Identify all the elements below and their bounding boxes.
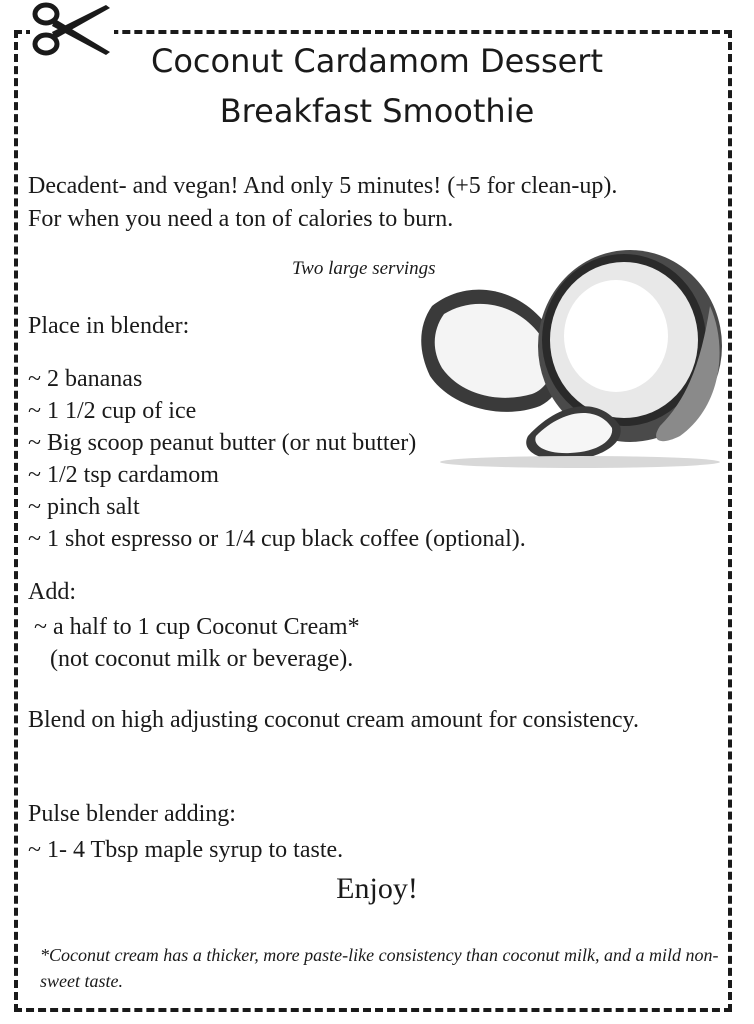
servings-note: Two large servings bbox=[292, 258, 436, 279]
enjoy-closing: Enjoy! bbox=[336, 872, 418, 905]
footnote: *Coconut cream has a thicker, more paste-like consistency than coconut milk, and a mild non-sweet taste. bbox=[40, 945, 719, 991]
recipe-title-line2: Breakfast Smoothie bbox=[219, 92, 535, 130]
step1-item-6: ~ 1 shot espresso or 1/4 cup black coffee (optional). bbox=[28, 526, 526, 552]
step1-item-1: ~ 2 bananas bbox=[28, 366, 143, 392]
step4-heading: Pulse blender adding: bbox=[28, 801, 236, 827]
recipe-title-line1: Coconut Cardamom Dessert bbox=[151, 42, 603, 80]
step2-item-line2: (not coconut milk or beverage). bbox=[50, 646, 354, 672]
step4-item: ~ 1- 4 Tbsp maple syrup to taste. bbox=[28, 837, 344, 863]
step1-heading: Place in blender: bbox=[28, 313, 190, 339]
intro-line2: For when you need a ton of calories to burn. bbox=[28, 206, 454, 232]
step1-item-4: ~ 1/2 tsp cardamom bbox=[28, 462, 219, 488]
step2-heading: Add: bbox=[28, 579, 76, 605]
step1-item-2: ~ 1 1/2 cup of ice bbox=[28, 398, 197, 424]
step1-item-3: ~ Big scoop peanut butter (or nut butter) bbox=[28, 430, 417, 456]
step3-instruction: Blend on high adjusting coconut cream amount for consistency. bbox=[28, 707, 639, 733]
step2-item-line1: ~ a half to 1 cup Coconut Cream* bbox=[34, 614, 360, 640]
intro-line1: Decadent- and vegan! And only 5 minutes! (+5 for clean-up). bbox=[28, 173, 618, 199]
step1-item-5: ~ pinch salt bbox=[28, 494, 140, 520]
